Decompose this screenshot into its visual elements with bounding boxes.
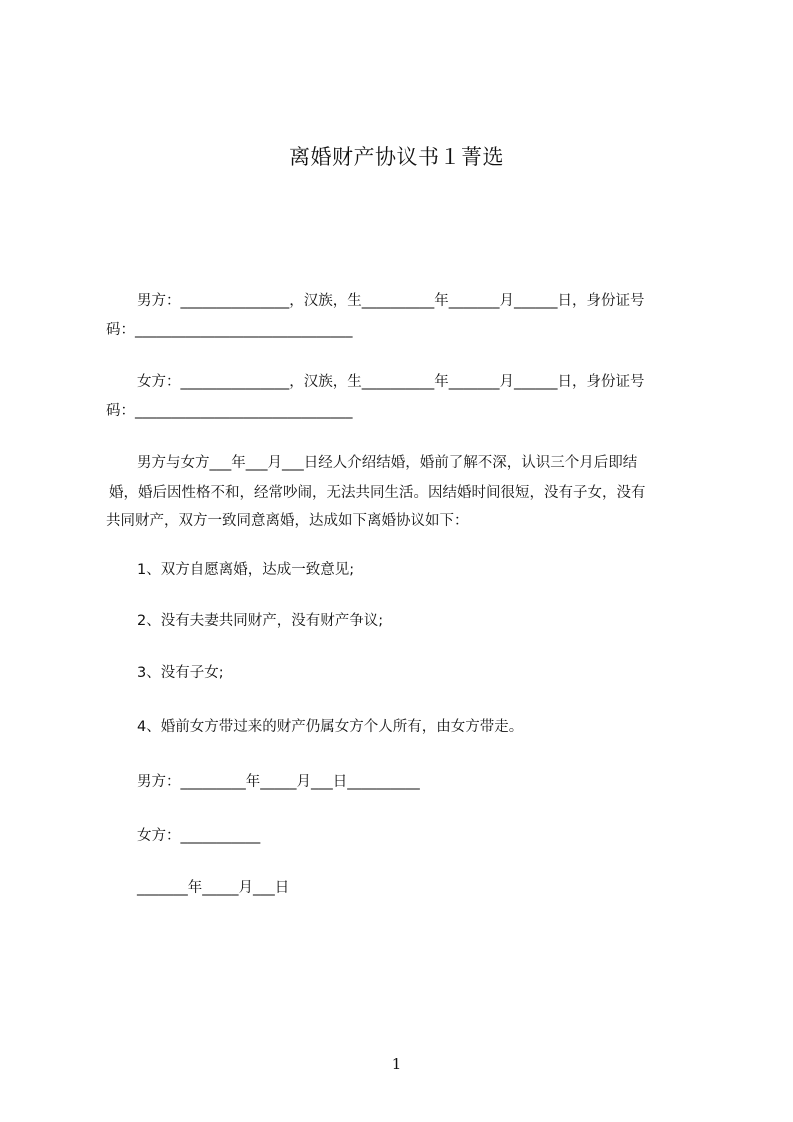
male-party-line-2: 码：______________________________	[106, 322, 353, 338]
signature-date-line: _______年_____月___日	[137, 880, 290, 896]
clause-4: 4、婚前女方带过来的财产仍属女方个人所有，由女方带走。	[137, 719, 524, 735]
male-signature-line: 男方：_________年_____月___日__________	[137, 774, 420, 790]
female-party-line-1: 女方：_______________，汉族，生__________年_______月______日，身份证号	[137, 374, 645, 390]
clause-3: 3、没有子女;	[137, 665, 224, 681]
clause-2: 2、没有夫妻共同财产，没有财产争议;	[137, 613, 384, 629]
intro-line-2: 婚，婚后因性格不和，经常吵闹，无法共同生活。因结婚时间很短，没有子女，没有	[109, 485, 646, 501]
male-party-line-1: 男方：_______________，汉族，生__________年_______月______日，身份证号	[137, 293, 645, 309]
clause-1: 1、双方自愿离婚，达成一致意见;	[137, 562, 355, 578]
intro-line-3: 共同财产，双方一致同意离婚，达成如下离婚协议如下：	[106, 513, 469, 529]
document-title: 离婚财产协议书１菁选	[289, 145, 504, 169]
page-number: 1	[391, 1055, 402, 1073]
female-signature-line: 女方：___________	[137, 828, 261, 844]
intro-line-1: 男方与女方___年___月___日经人介绍结婚，婚前了解不深，认识三个月后即结	[137, 455, 638, 471]
female-party-line-2: 码：______________________________	[106, 403, 353, 419]
